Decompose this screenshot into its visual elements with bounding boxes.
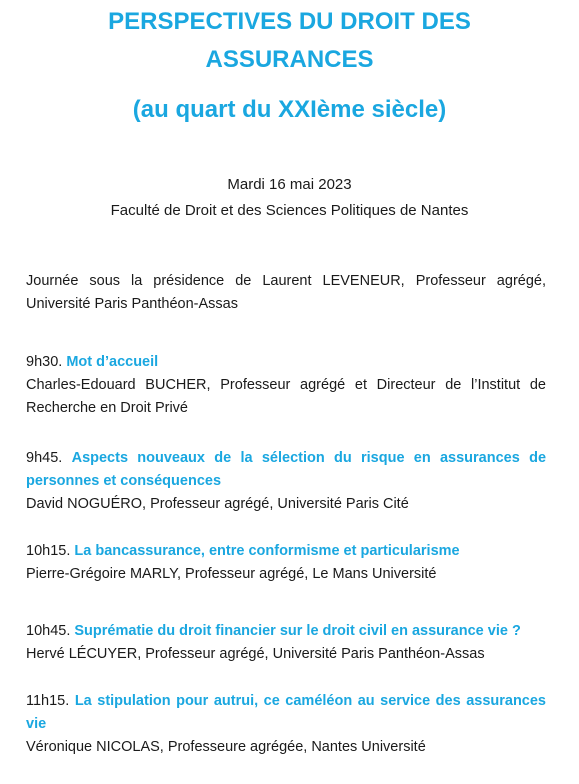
program-speaker: Pierre-Grégoire MARLY, Professeur agrégé, Le Mans Université (26, 566, 437, 582)
program-item (26, 690, 546, 759)
page-title-line-1: PERSPECTIVES DU DROIT DES (108, 8, 471, 35)
program-time: 10h45. (26, 623, 71, 639)
program-speaker: Charles-Edouard BUCHER, Professeur agrégé et Directeur de l’Institut de Recherche en Droit Privé (26, 377, 546, 416)
program-item (26, 351, 546, 420)
program-item (26, 620, 546, 666)
program-talk-title: La stipulation pour autrui, ce caméléon au service des assurances vie (26, 693, 546, 732)
page-title-line-2: ASSURANCES (205, 46, 374, 73)
program-item (26, 447, 546, 516)
program-talk-title: Mot d’accueil (66, 354, 159, 370)
program-talk-title: Suprématie du droit financier sur le droit civil en assurance vie ? (74, 623, 521, 639)
presidence-text: Journée sous la présidence de Laurent LEVENEUR, Professeur agrégé, Université Paris Panthéon-Assas (26, 273, 546, 312)
event-date: Mardi 16 mai 2023 (227, 176, 352, 193)
program-speaker: Hervé LÉCUYER, Professeur agrégé, Université Paris Panthéon-Assas (26, 646, 485, 662)
program-talk-title: La bancassurance, entre conformisme et particularisme (74, 543, 460, 559)
program-speaker: David NOGUÉRO, Professeur agrégé, Université Paris Cité (26, 496, 409, 512)
event-venue: Faculté de Droit et des Sciences Politiques de Nantes (110, 202, 469, 219)
program-time: 9h30. (26, 354, 63, 370)
program-time: 10h15. (26, 543, 71, 559)
program-time: 9h45. (26, 450, 63, 466)
page-subtitle: (au quart du XXIème siècle) (132, 96, 447, 123)
program-speaker: Véronique NICOLAS, Professeure agrégée, Nantes Université (26, 739, 426, 755)
program-item (26, 540, 546, 586)
program-talk-title: Aspects nouveaux de la sélection du risque en assurances de personnes et conséquences (26, 450, 547, 489)
program-time: 11h15. (26, 693, 70, 709)
